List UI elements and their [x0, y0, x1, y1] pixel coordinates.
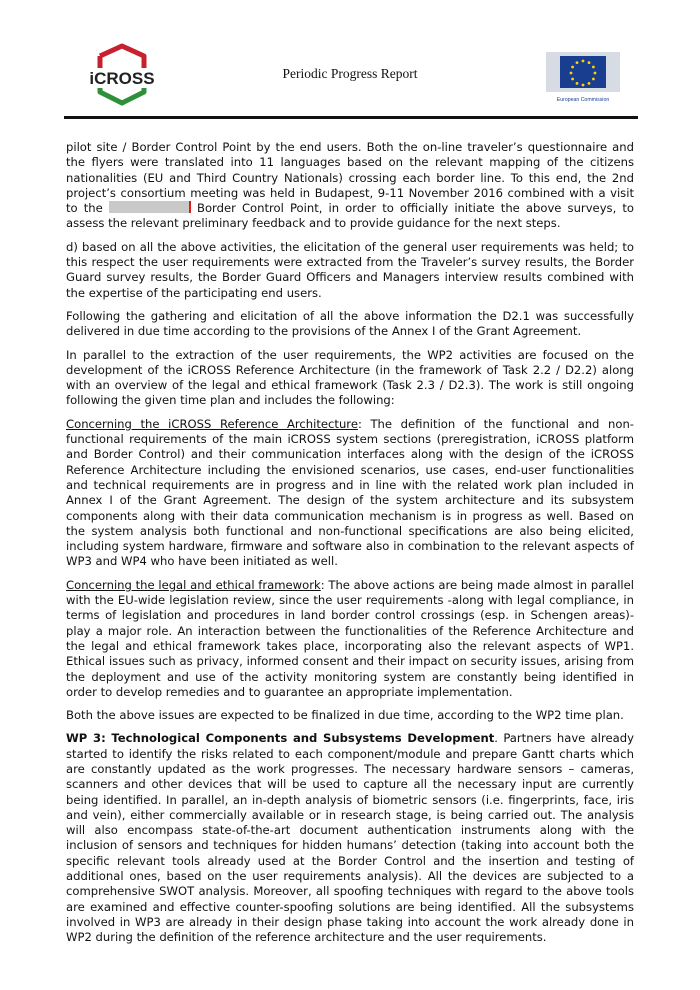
ec-logo-text: European Commission: [556, 97, 610, 103]
paragraph: Both the above issues are expected to be finalized in due time, according to the WP2 time plan.: [66, 708, 624, 723]
paragraph-text: : The definition of the functional and non-functional requirements of the main iCROSS system sections (preregistration, iCROSS platform and Border Control) and their communication interfaces along with the design of the iCROSS Reference Architecture including the envisioned scenarios, use cases, end-user functionalities and technical requirements are in progress and in line with the related work plan included in Annex I of the Grant Agreement. The design of the system architecture and its subsystem components along with their data communication mechanism is in progress as well. Based on the system analysis both functional and non-functional specifications are also being elicited, including system hardware, firmware and software also in combination to the relevant aspects of WP3 and WP4 who have been initiated as well.: [66, 416, 634, 569]
redacted-text: [109, 201, 191, 213]
header-title: Periodic Progress Report: [282, 66, 418, 81]
paragraph: [66, 578, 634, 700]
paragraph-text: : The above actions are being made almost in parallel with the EU-wide legislation review, since the user requirements -along with legal compliance, in terms of legislation and procedures in land border control crossings (esp. in Schengen areas)- play a major role. An interaction between the functionalities of the Reference Architecture and the legal and ethical framework takes place, incorporating also the relevant aspects of WP1. Ethical issues such as privacy, informed consent and their impact on security issues, arising from the deployment and use of the activity monitoring system are constantly being identified in order to develop remedies and to guarantee an appropriate implementation.: [66, 577, 634, 699]
section-heading: Concerning the iCROSS Reference Architecture: [66, 416, 358, 431]
paragraph-text: . Partners have already started to identify the risks related to each component/module and prepare Gantt charts which are constantly updated as the work progresses. The necessary hardware sensors – cameras, scanners and other devices that will be used to capture all the necessary input are currently being identified. In parallel, an in-depth analysis of biometric sensors (i.e. fingerprints, face, iris and vein), either commercially available or in research stage, is being carried out. The analysis will also encompass state-of-the-art document authentication instruments along with the inclusion of sensors and techniques for hidden humans’ detection (taking into account both the specific relevant tools already used at the Border Control and the insertion and testing of additional ones, based on the user requirements analysis). All the devices are subjected to a comprehensive SWOT analysis. Moreover, all spoofing techniques with regard to the above tools are examined and effective counter-spoofing solutions are being identified. All the subsystems involved in WP3 are already in their design phase taking into account the work already done in WP2 during the definition of the reference architecture and the user requirements.: [66, 731, 634, 945]
svg-text:iCROSS: iCROSS: [89, 69, 155, 88]
paragraph: [66, 731, 634, 945]
header-rule: [64, 116, 638, 119]
paragraph-text: pilot site / Border Control Point by the end users. Both the on-line traveler’s questionnaire and the flyers were translated into 11 languages based on the relevant mapping of the citizens nationalities (EU and Third Country Nationals) crossing each border line. To this end, the 2nd project’s consortium meeting was held in Budapest, 9-11 November 2016 combined with a visit to the: [66, 140, 634, 216]
european-commission-logo: [546, 52, 620, 108]
section-heading: Concerning the legal and ethical framework: [66, 577, 321, 592]
wp3-heading: WP 3: Technological Components and Subsystems Development: [66, 731, 495, 746]
paragraph: Following the gathering and elicitation of all the above information the D2.1 was successfully delivered in due time according to the provisions of the Annex I of the Grant Agreement.: [66, 308, 634, 339]
paragraph: In parallel to the extraction of the user requirements, the WP2 activities are focused on the development of the iCROSS Reference Architecture (in the framework of Task 2.2 / D2.2) along with an overview of the legal and ethical framework (Task 2.3 / D2.3). The work is still ongoing following the given time plan and includes the following:: [66, 347, 634, 408]
paragraph: d) based on all the above activities, the elicitation of the general user requirements was held; to this respect the user requirements were extracted from the Traveler’s survey results, the Border Guard survey results, the Border Guard Officers and Managers interview results combined with the expertise of the participating end users.: [66, 239, 634, 300]
paragraph: [66, 140, 634, 232]
page-header: [0, 0, 700, 120]
paragraph-text: Border Control Point, in order to officially initiate the above surveys, to assess the relevant preliminary feedback and to provide guidance for the next steps.: [66, 201, 635, 231]
document-body: [66, 140, 634, 954]
paragraph: [66, 417, 634, 570]
